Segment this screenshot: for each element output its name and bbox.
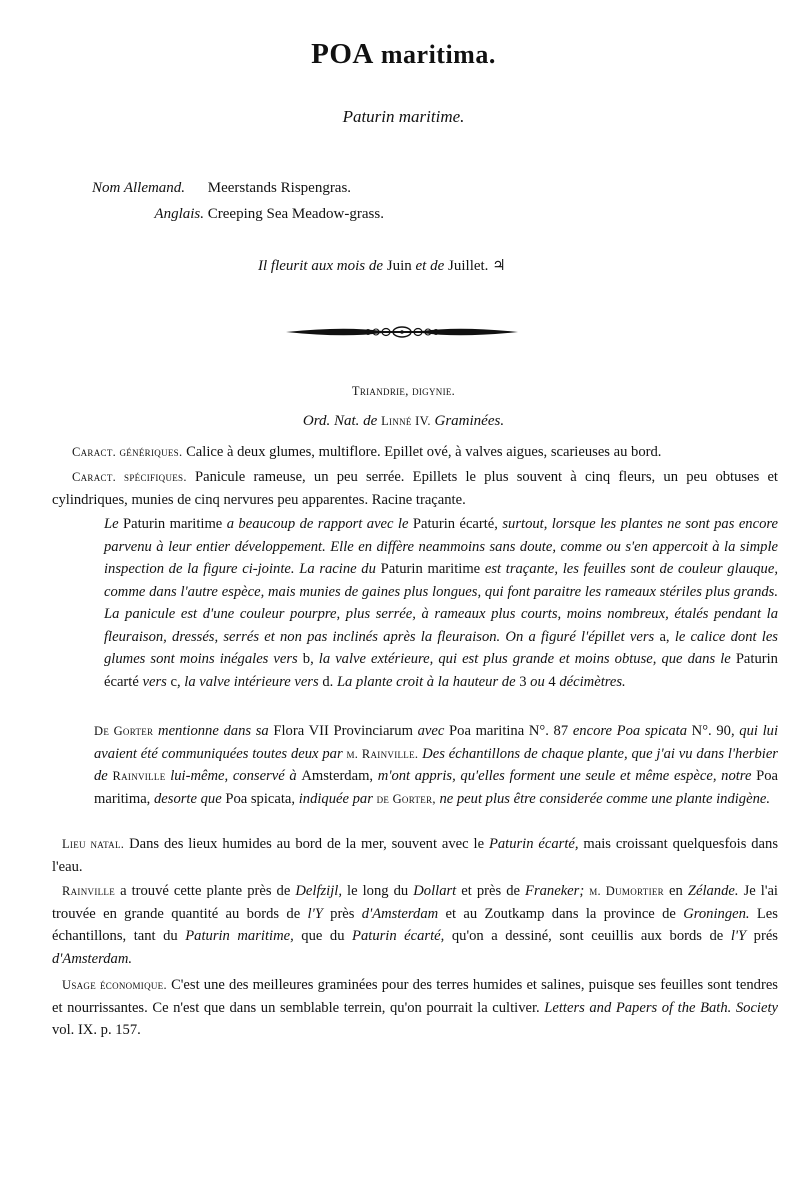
gorter-paragraph <box>94 720 778 810</box>
flowering-prefix: Il fleurit aux mois <box>258 258 366 274</box>
species-name: Paturin maritime, <box>185 928 294 944</box>
species-name: Paturin écarté, <box>488 836 579 852</box>
flowering-et: et <box>415 258 427 274</box>
description-text: le calice dont les glumes sont moins inégales vers <box>104 628 778 667</box>
place-name: Zoutkamp <box>484 905 545 922</box>
english-name-row <box>92 201 384 227</box>
gorter-text: desorte que <box>154 790 222 807</box>
description-text: La plante croit à la hauteur de <box>336 673 516 690</box>
natural-order <box>0 413 807 430</box>
habitat-text: Dans des lieux humides au bord de la mer, souvent avec le <box>129 836 485 852</box>
figure-reference: c, <box>170 673 181 690</box>
page-title <box>0 38 807 71</box>
usage-text: C'est une des meilleures graminées pour des terres humides et salines, puisque ses feuilles sont tendres et nourrissantes. Ce n'est que dans un semblable terrein, qu'on pourrait la cultiver. <box>52 977 778 1016</box>
species-name: Paturin écarté, <box>412 516 498 532</box>
flowering-de-2: de <box>430 258 445 274</box>
gorter-text: mentionne dans sa <box>158 723 269 739</box>
author-name: de Gorter, <box>376 791 436 806</box>
height-value: 4 <box>548 673 556 690</box>
title-genus: POA <box>311 38 374 70</box>
specific-label: Caract. spécifiques. <box>72 470 187 484</box>
figure-reference: a, <box>659 628 670 645</box>
gorter-text: m'ont appris, qu'elles forment une seule et même espèce, notre <box>377 768 752 784</box>
place-name: Franeker; <box>525 883 585 899</box>
common-names <box>92 175 384 227</box>
species-name: Poa spicata, <box>225 790 296 807</box>
english-name-label: Anglais. <box>154 206 204 222</box>
author-name: Rainville <box>62 884 116 898</box>
english-name-value: Creeping Sea Meadow-grass. <box>207 206 384 222</box>
place-name: d'Amsterdam. <box>52 950 133 967</box>
gorter-text: ne peut plus être considerée comme une plante indigène. <box>439 790 771 807</box>
species-name: Paturin écarté, <box>352 928 445 944</box>
specific-characters <box>52 466 778 511</box>
localities-text: a trouvé cette plante près de <box>120 883 291 899</box>
author-name: De Gorter <box>94 724 154 738</box>
flowering-month-june: Juin <box>386 258 412 274</box>
gorter-text: lui-même, conservé à <box>170 768 297 784</box>
place-name: l'Y <box>730 928 747 944</box>
description-text: décimètres. <box>559 673 626 690</box>
place-name: Zélande. <box>687 883 739 899</box>
german-name-value: Meerstands Rispengras. <box>207 180 352 196</box>
place-name: Amsterdam, <box>301 768 374 784</box>
place-name: l'Y <box>307 905 323 922</box>
gorter-text: Des échantillons de chaque plante, que j'ai vu dans l'herbier de <box>94 745 778 784</box>
gorter-text: qui lui avaient été communiquées toutes deux par <box>94 723 778 762</box>
place-name: Dollart <box>413 883 457 899</box>
localities-text: prés <box>753 928 778 944</box>
usage-label: Usage économique. <box>62 978 167 992</box>
place-name: Delfzijl, <box>295 883 342 899</box>
gorter-text: indiquée par <box>298 790 373 807</box>
gorter-text: avec <box>417 723 445 739</box>
species-name: Paturin écarté <box>104 651 778 690</box>
localities-text: en <box>669 883 683 899</box>
localities-text: le long du <box>347 883 409 899</box>
classification-system: Triandrie, digynie. <box>351 384 456 398</box>
figure-reference: b, <box>302 651 314 667</box>
description-text: surtout, lorsque les plantes ne sont pas encore parvenu à leur entier développement. Elle en diffère neammoins sans doute, comme ou s'en appercoit à la simple inspection de la figure ci-jointe. La racine du <box>104 516 778 577</box>
height-value: 3 <box>519 673 527 690</box>
description-text: vers <box>142 673 167 690</box>
order-author: Linné IV. <box>381 414 431 428</box>
localities-text: et au <box>445 905 478 922</box>
place-name: d'Amsterdam <box>361 905 439 922</box>
description-text: la valve extérieure, qui est plus grande et moins obtuse, que dans le <box>318 651 731 667</box>
generic-text: Calice à deux glumes, multiflore. Epillet ové, à valves aigues, scarieuses au bord. <box>186 444 662 460</box>
habitat-paragraph <box>52 833 778 878</box>
species-name: Poa maritima, <box>94 768 779 807</box>
usage-paragraph <box>52 974 778 1042</box>
flowering-period <box>258 256 506 275</box>
author-name: m. Rainville. <box>346 746 419 761</box>
species-name: Poa spicata <box>616 723 687 739</box>
figure-reference: d. <box>322 673 334 690</box>
german-name-label: Nom Allemand. <box>92 180 186 196</box>
description-text: la valve intérieure vers <box>184 673 319 690</box>
flowering-month-july: Juillet. <box>448 258 489 274</box>
description-text: a beaucoup de rapport avec le <box>226 516 409 532</box>
order-family: Graminées. <box>434 413 505 429</box>
localities-text: que du <box>301 928 345 944</box>
localities-text: près <box>330 905 355 922</box>
species-name: Poa maritina N°. 87 <box>449 723 569 739</box>
species-name: Paturin maritime <box>380 561 481 577</box>
localities-text: Je l'ai trouvée en grande quantité au bords de <box>52 883 778 922</box>
species-name: Paturin maritime <box>123 516 223 532</box>
description-text: est traçante, les feuilles sont de couleur glauque, comme dans l'autre espèce, mais munies de gaines plus longues, qui font paraitre les rameaux stériles plus grands. La panicule est d'une couleur pourpre, plus serrée, à rameaux plus courts, moins nombreux, étalés pendant la fleuraison, dressés, serrés et non pas inclinés après la fleuraison. On a figuré l'épillet vers <box>104 561 778 645</box>
localities-paragraph <box>52 880 778 970</box>
localities-text: qu'on a dessiné, sont ceuillis aux bords de <box>451 928 724 944</box>
habitat-text: mais croissant quelquesfois dans l'eau. <box>52 836 779 875</box>
gorter-text: encore <box>572 723 612 739</box>
generic-characters <box>72 441 778 464</box>
ornament-divider-icon <box>286 322 518 342</box>
book-title: Flora VII Provinciarum <box>273 723 413 739</box>
order-prefix: Ord. Nat. de <box>302 413 378 429</box>
reference-volume: vol. IX. p. 157. <box>52 1022 141 1038</box>
description-text: ou <box>530 673 545 690</box>
author-name: m. Dumortier <box>589 884 664 898</box>
localities-text: Les échantillons, tant du <box>52 905 778 944</box>
flowering-de-1: de <box>368 258 383 274</box>
description-paragraph <box>104 513 778 693</box>
localities-text: et près de <box>461 883 520 899</box>
generic-label: Caract. génériques. <box>72 445 183 459</box>
habitat-label: Lieu natal. <box>62 837 125 851</box>
specific-text: Panicule rameuse, un peu serrée. Epillets le plus souvent à cinq fleurs, un peu obtuses et cylindriques, munies de cinq nervures peu apparentes. Racine traçante. <box>52 469 778 508</box>
reference-title: Letters and Papers of the Bath. Society <box>544 999 778 1016</box>
page-subtitle: Paturin maritime. <box>342 107 465 126</box>
place-name: Groningen. <box>683 905 750 922</box>
localities-text: dans la province de <box>551 905 676 922</box>
species-number: N°. 90, <box>691 723 735 739</box>
description-text: Le <box>104 516 119 532</box>
german-name-row <box>92 175 384 201</box>
title-species: maritima. <box>380 40 496 69</box>
author-name: Rainville <box>112 769 166 783</box>
perennial-symbol: ♃ <box>492 258 506 274</box>
